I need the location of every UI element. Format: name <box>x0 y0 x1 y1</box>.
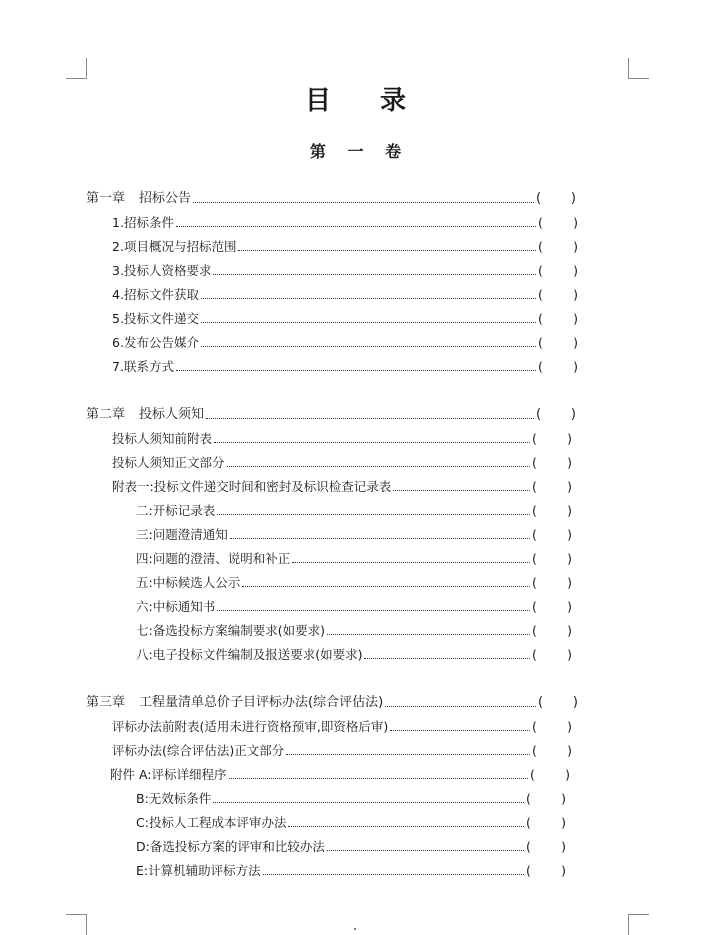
toc-entry-number: 七: <box>136 623 153 638</box>
page-ref-close-paren: ) <box>573 215 578 230</box>
toc-entry <box>136 860 566 880</box>
toc-entry-number: 5. <box>112 311 124 326</box>
toc-entry-title: 问题的澄清、说明和补正 <box>152 551 291 566</box>
toc-entry-title: 投标人须知正文部分 <box>112 455 225 470</box>
toc-chapter-entry <box>86 692 578 712</box>
toc-entry-number: 附件 A: <box>110 767 152 782</box>
toc-page-reference <box>526 862 566 880</box>
toc-entry-number: 附表一: <box>112 479 154 494</box>
toc-page-reference <box>532 550 572 568</box>
toc-page-reference <box>538 262 578 280</box>
toc-page-reference <box>532 478 572 496</box>
toc-entry-title: 计算机辅助评标方法 <box>148 863 261 878</box>
toc-entry-number: E: <box>136 863 149 878</box>
toc-page-reference <box>532 574 572 592</box>
page-ref-close-paren: ) <box>567 719 572 734</box>
page-ref-close-paren: ) <box>570 191 576 206</box>
toc-entry-title: 招标条件 <box>123 215 174 230</box>
toc-chapter-entry <box>86 404 576 424</box>
dot-leader <box>263 874 524 875</box>
crop-mark-bottom-left <box>66 914 87 935</box>
toc-entry <box>112 308 578 328</box>
page-ref-close-paren: ) <box>567 479 572 494</box>
toc-page-reference <box>526 838 566 856</box>
dot-leader <box>364 658 530 659</box>
toc-entry-title: 投标文件递交时间和密封及标识检查记录表 <box>153 479 392 494</box>
dot-leader <box>390 730 530 731</box>
dot-leader <box>201 346 536 347</box>
page-ref-open-paren: ( <box>532 623 537 638</box>
toc-entry-title: 评标详细程序 <box>151 767 227 782</box>
page-ref-close-paren: ) <box>573 311 578 326</box>
toc-entry <box>112 284 578 304</box>
volume-title: 第 一 卷 <box>309 142 410 161</box>
page-ref-open-paren: ( <box>538 287 543 302</box>
page-ref-open-paren: ( <box>532 503 537 518</box>
toc-entry-number: 第三章 <box>86 695 126 710</box>
page-ref-close-paren: ) <box>570 407 576 422</box>
dot-leader <box>292 562 530 563</box>
toc-entry <box>112 716 572 736</box>
dot-leader <box>286 754 530 755</box>
toc-page-reference <box>532 718 572 736</box>
page-ref-open-paren: ( <box>536 191 542 206</box>
toc-entry <box>112 260 578 280</box>
toc-entry-number: C: <box>136 815 149 830</box>
toc-entry <box>136 524 572 544</box>
toc-entry-number: 第一章 <box>86 191 126 206</box>
toc-entry-number: 6. <box>112 335 124 350</box>
toc-page-reference <box>538 310 578 328</box>
toc-entry <box>112 452 572 472</box>
toc-page-reference <box>532 646 572 664</box>
dot-leader <box>288 826 524 827</box>
toc-entry <box>112 212 578 232</box>
dot-leader <box>213 802 524 803</box>
dot-leader <box>217 610 530 611</box>
toc-entry-title: 投标文件递交 <box>123 311 199 326</box>
page-ref-close-paren: ) <box>567 527 572 542</box>
toc-entry <box>136 500 572 520</box>
toc-page-reference <box>536 190 576 208</box>
toc-entry-number: 7. <box>112 359 124 374</box>
toc-entry-title: 评标办法(综合评估法)正文部分 <box>112 743 285 758</box>
page-ref-close-paren: ) <box>567 431 572 446</box>
page-ref-open-paren: ( <box>538 215 543 230</box>
toc-entry <box>136 788 566 808</box>
dot-leader <box>327 850 524 851</box>
page-ref-close-paren: ) <box>567 551 572 566</box>
dot-leader <box>217 514 530 515</box>
dot-leader <box>193 202 534 203</box>
dot-leader <box>238 250 536 251</box>
dot-leader <box>213 274 536 275</box>
toc-entry-title: 联系方式 <box>123 359 174 374</box>
toc-entry-title: 问题澄清通知 <box>152 527 228 542</box>
toc-entry-title: 项目概况与招标范围 <box>123 239 237 254</box>
toc-entry <box>136 548 572 568</box>
page-ref-open-paren: ( <box>532 479 537 494</box>
dot-leader <box>242 586 530 587</box>
page-ref-open-paren: ( <box>532 647 537 662</box>
toc-page-reference <box>532 526 572 544</box>
page-ref-close-paren: ) <box>567 647 572 662</box>
dot-leader <box>201 322 536 323</box>
toc-entry-title: 投标人工程成本评审办法 <box>148 815 287 830</box>
toc-entry-number: 六: <box>136 599 153 614</box>
page-ref-open-paren: ( <box>532 575 537 590</box>
toc-page-reference <box>532 454 572 472</box>
toc-page-reference <box>538 238 578 256</box>
toc-entry-number: 三: <box>136 527 153 542</box>
page-ref-open-paren: ( <box>538 359 543 374</box>
dot-leader <box>230 538 530 539</box>
toc-entry-title: 备选投标方案编制要求(如要求) <box>152 623 325 638</box>
page-ref-open-paren: ( <box>532 719 537 734</box>
page-ref-close-paren: ) <box>572 695 578 710</box>
toc-entry-number: 二: <box>136 503 153 518</box>
page-ref-open-paren: ( <box>532 551 537 566</box>
crop-mark-top-left <box>66 58 87 79</box>
toc-entry-number: B: <box>136 791 149 806</box>
toc-entry-number: 八: <box>136 647 153 662</box>
page-ref-close-paren: ) <box>561 815 566 830</box>
toc-page-reference <box>538 334 578 352</box>
page-ref-close-paren: ) <box>561 863 566 878</box>
page-ref-open-paren: ( <box>526 791 531 806</box>
page-ref-open-paren: ( <box>530 767 535 782</box>
toc-entry-title: 招标公告 <box>139 191 192 206</box>
toc-entry <box>112 236 578 256</box>
dot-leader <box>385 706 536 707</box>
toc-entry-title: 投标人资格要求 <box>123 263 212 278</box>
toc-page-reference <box>526 790 566 808</box>
page-ref-open-paren: ( <box>538 239 543 254</box>
page-ref-open-paren: ( <box>526 863 531 878</box>
page-ref-open-paren: ( <box>538 263 543 278</box>
page-ref-open-paren: ( <box>532 455 537 470</box>
page-ref-close-paren: ) <box>567 599 572 614</box>
toc-entry-number: 第二章 <box>86 407 126 422</box>
toc-entry-number: 3. <box>112 263 124 278</box>
toc-entry-title: 招标文件获取 <box>123 287 199 302</box>
dot-leader <box>393 490 530 491</box>
toc-entry <box>136 620 572 640</box>
toc-entry <box>136 836 566 856</box>
page-ref-close-paren: ) <box>573 263 578 278</box>
toc-entry-title: 发布公告媒介 <box>123 335 199 350</box>
toc-entry-number: 4. <box>112 287 124 302</box>
dot-leader <box>201 298 536 299</box>
page-ref-open-paren: ( <box>532 743 537 758</box>
toc-page-reference <box>526 814 566 832</box>
toc-page-reference <box>532 742 572 760</box>
toc-entry-title: 无效标条件 <box>148 791 212 806</box>
page-ref-close-paren: ) <box>573 287 578 302</box>
dot-leader <box>229 778 528 779</box>
toc-entry-title: 投标人须知前附表 <box>112 431 213 446</box>
page-ref-close-paren: ) <box>567 623 572 638</box>
page-ref-open-paren: ( <box>538 335 543 350</box>
toc-chapter-entry <box>86 188 576 208</box>
dot-leader <box>176 370 536 371</box>
page-ref-open-paren: ( <box>526 839 531 854</box>
toc-entry-title: 中标候选人公示 <box>152 575 241 590</box>
toc-page-reference <box>538 214 578 232</box>
page-ref-close-paren: ) <box>565 767 570 782</box>
toc-entry-number: 五: <box>136 575 153 590</box>
toc-page-reference <box>532 430 572 448</box>
dot-leader <box>327 634 530 635</box>
page-ref-open-paren: ( <box>538 311 543 326</box>
dot-leader <box>214 442 530 443</box>
toc-page-reference <box>536 406 576 424</box>
toc-entry <box>112 332 578 352</box>
page-ref-open-paren: ( <box>532 431 537 446</box>
page-ref-close-paren: ) <box>567 455 572 470</box>
toc-entry <box>112 356 578 376</box>
page-ref-close-paren: ) <box>573 239 578 254</box>
toc-entry-title: 中标通知书 <box>152 599 216 614</box>
dot-leader <box>176 226 536 227</box>
page-ref-open-paren: ( <box>526 815 531 830</box>
page-ref-close-paren: ) <box>567 503 572 518</box>
toc-page-reference <box>538 358 578 376</box>
toc-entry-number: D: <box>136 839 150 854</box>
toc-entry <box>136 572 572 592</box>
page-ref-open-paren: ( <box>538 695 544 710</box>
toc-page-reference <box>532 502 572 520</box>
page-ref-close-paren: ) <box>561 791 566 806</box>
toc-page-reference <box>530 766 570 784</box>
toc-entry <box>136 596 572 616</box>
toc-page-reference <box>532 598 572 616</box>
page-footer-mark <box>354 928 356 930</box>
page-ref-close-paren: ) <box>561 839 566 854</box>
toc-entry-title: 开标记录表 <box>152 503 216 518</box>
toc-entry <box>112 428 572 448</box>
toc-entry <box>112 740 572 760</box>
toc-entry-title: 投标人须知 <box>139 407 205 422</box>
page-title: 目 录 <box>304 86 427 116</box>
toc-page-reference <box>532 622 572 640</box>
toc-entry <box>112 476 572 496</box>
crop-mark-bottom-right <box>628 914 649 935</box>
toc-entry-number: 四: <box>136 551 153 566</box>
toc-page-reference <box>538 694 578 712</box>
page-ref-close-paren: ) <box>567 743 572 758</box>
page-ref-open-paren: ( <box>532 527 537 542</box>
toc-entry-number: 2. <box>112 239 124 254</box>
dot-leader <box>227 466 530 467</box>
toc-entry-title: 备选投标方案的评审和比较办法 <box>149 839 325 854</box>
crop-mark-top-right <box>628 58 649 79</box>
toc-entry <box>136 812 566 832</box>
toc-entry <box>110 764 570 784</box>
page-ref-close-paren: ) <box>573 359 578 374</box>
page-ref-close-paren: ) <box>573 335 578 350</box>
page-ref-open-paren: ( <box>532 599 537 614</box>
toc-entry-title: 工程量清单总价子目评标办法(综合评估法) <box>139 695 384 710</box>
toc-page-reference <box>538 286 578 304</box>
page-ref-close-paren: ) <box>567 575 572 590</box>
toc-entry <box>136 644 572 664</box>
page-ref-open-paren: ( <box>536 407 542 422</box>
toc-entry-title: 评标办法前附表(适用未进行资格预审,即资格后审) <box>112 719 389 734</box>
toc-entry-number: 1. <box>112 215 124 230</box>
toc-entry-title: 电子投标文件编制及报送要求(如要求) <box>152 647 363 662</box>
dot-leader <box>206 418 534 419</box>
